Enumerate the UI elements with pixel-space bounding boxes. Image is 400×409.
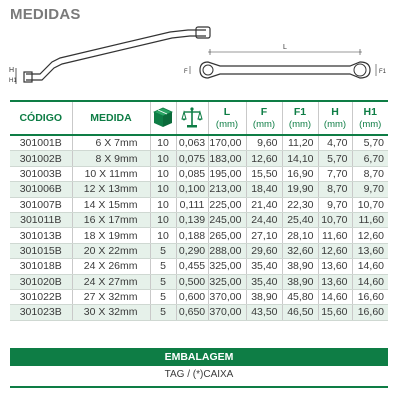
cell-peso: 0,063 [176, 135, 208, 151]
cell-codigo: 301022B [10, 289, 72, 304]
cell-h1: 11,60 [352, 212, 388, 227]
cell-peso: 0,500 [176, 274, 208, 289]
cell-qty: 5 [150, 274, 176, 289]
cell-codigo: 301002B [10, 151, 72, 166]
cell-peso: 0,650 [176, 305, 208, 320]
cell-l: 225,00 [208, 197, 246, 212]
cell-codigo: 301001B [10, 135, 72, 151]
cell-f: 38,90 [246, 289, 282, 304]
cell-h: 12,60 [318, 243, 352, 258]
cell-peso: 0,290 [176, 243, 208, 258]
cell-h: 10,70 [318, 212, 352, 227]
cell-h: 8,70 [318, 182, 352, 197]
cell-qty: 10 [150, 228, 176, 243]
table-row [10, 166, 388, 181]
cell-h: 5,70 [318, 151, 352, 166]
cell-f1: 45,80 [282, 289, 318, 304]
cell-h1: 14,60 [352, 259, 388, 274]
cell-f: 15,50 [246, 166, 282, 181]
table-row [10, 212, 388, 227]
wrench-diagrams [0, 22, 400, 98]
cell-f: 12,60 [246, 151, 282, 166]
cell-medida: 24 X 26mm [72, 259, 150, 274]
cell-f1: 11,20 [282, 135, 318, 151]
cell-peso: 0,085 [176, 166, 208, 181]
page-title: MEDIDAS [10, 6, 81, 23]
cell-qty: 10 [150, 135, 176, 151]
cell-f: 27,10 [246, 228, 282, 243]
cell-peso: 0,100 [176, 182, 208, 197]
cell-h1: 16,60 [352, 289, 388, 304]
cell-h1: 10,70 [352, 197, 388, 212]
table-bottom-rule [10, 386, 388, 388]
col-header-f1: F1 (mm) [282, 101, 318, 135]
cell-medida: 27 X 32mm [72, 289, 150, 304]
cell-f1: 25,40 [282, 212, 318, 227]
cell-qty: 10 [150, 151, 176, 166]
cell-h: 15,60 [318, 305, 352, 320]
cell-h: 7,70 [318, 166, 352, 181]
table-row [10, 305, 388, 320]
cell-qty: 5 [150, 305, 176, 320]
cell-codigo: 301015B [10, 243, 72, 258]
cell-l: 288,00 [208, 243, 246, 258]
cell-l: 195,00 [208, 166, 246, 181]
cell-f1: 38,90 [282, 259, 318, 274]
cell-peso: 0,455 [176, 259, 208, 274]
cell-h: 9,70 [318, 197, 352, 212]
table-row [10, 274, 388, 289]
cell-peso: 0,111 [176, 197, 208, 212]
cell-peso: 0,600 [176, 289, 208, 304]
cell-h1: 6,70 [352, 151, 388, 166]
cell-h1: 9,70 [352, 182, 388, 197]
cell-peso: 0,075 [176, 151, 208, 166]
box-icon [152, 105, 174, 129]
wrench-top-view [190, 49, 376, 78]
cell-medida: 10 X 11mm [72, 166, 150, 181]
h1-side-label: H1 [9, 78, 17, 84]
cell-f: 43,50 [246, 305, 282, 320]
table-row [10, 259, 388, 274]
col-header-qty [150, 101, 176, 135]
scale-icon [181, 105, 203, 129]
cell-medida: 30 X 32mm [72, 305, 150, 320]
h-side-label: H [9, 67, 15, 74]
cell-l: 170,00 [208, 135, 246, 151]
measurements-table [10, 100, 388, 321]
cell-f1: 28,10 [282, 228, 318, 243]
cell-l: 183,00 [208, 151, 246, 166]
cell-h: 4,70 [318, 135, 352, 151]
cell-f1: 19,90 [282, 182, 318, 197]
cell-medida: 18 X 19mm [72, 228, 150, 243]
cell-codigo: 301003B [10, 166, 72, 181]
table-row [10, 289, 388, 304]
cell-medida: 14 X 15mm [72, 197, 150, 212]
col-header-h: H (mm) [318, 101, 352, 135]
cell-h: 11,60 [318, 228, 352, 243]
cell-peso: 0,139 [176, 212, 208, 227]
cell-f: 29,60 [246, 243, 282, 258]
length-label: L [283, 44, 287, 51]
cell-f1: 38,90 [282, 274, 318, 289]
cell-f: 24,40 [246, 212, 282, 227]
cell-qty: 10 [150, 212, 176, 227]
table-row [10, 135, 388, 151]
cell-medida: 20 X 22mm [72, 243, 150, 258]
col-header-peso [176, 101, 208, 135]
col-header-codigo: CÓDIGO [10, 101, 72, 135]
cell-l: 370,00 [208, 289, 246, 304]
cell-h1: 16,60 [352, 305, 388, 320]
wrench-side-view [16, 27, 210, 84]
cell-medida: 6 X 7mm [72, 135, 150, 151]
cell-f1: 14,10 [282, 151, 318, 166]
cell-h1: 12,60 [352, 228, 388, 243]
col-header-medida: MEDIDA [72, 101, 150, 135]
cell-qty: 5 [150, 243, 176, 258]
cell-f: 21,40 [246, 197, 282, 212]
cell-l: 325,00 [208, 259, 246, 274]
cell-f: 35,40 [246, 259, 282, 274]
cell-qty: 5 [150, 289, 176, 304]
table-row [10, 243, 388, 258]
table-row [10, 182, 388, 197]
cell-codigo: 301020B [10, 274, 72, 289]
cell-codigo: 301018B [10, 259, 72, 274]
embalagem-header: EMBALAGEM [10, 348, 388, 366]
cell-f1: 16,90 [282, 166, 318, 181]
cell-f: 9,60 [246, 135, 282, 151]
cell-codigo: 301007B [10, 197, 72, 212]
cell-l: 245,00 [208, 212, 246, 227]
cell-l: 325,00 [208, 274, 246, 289]
cell-medida: 8 X 9mm [72, 151, 150, 166]
col-header-l: L (mm) [208, 101, 246, 135]
cell-h1: 14,60 [352, 274, 388, 289]
cell-f: 18,40 [246, 182, 282, 197]
cell-codigo: 301011B [10, 212, 72, 227]
cell-qty: 5 [150, 259, 176, 274]
cell-l: 213,00 [208, 182, 246, 197]
table-row [10, 228, 388, 243]
cell-medida: 24 X 27mm [72, 274, 150, 289]
cell-peso: 0,188 [176, 228, 208, 243]
f-label: F [184, 69, 188, 75]
cell-h: 13,60 [318, 259, 352, 274]
cell-medida: 16 X 17mm [72, 212, 150, 227]
cell-codigo: 301023B [10, 305, 72, 320]
cell-codigo: 301006B [10, 182, 72, 197]
cell-h: 13,60 [318, 274, 352, 289]
cell-qty: 10 [150, 182, 176, 197]
embalagem-value: TAG / (*)CAIXA [164, 369, 234, 380]
cell-h: 14,60 [318, 289, 352, 304]
col-header-f: F (mm) [246, 101, 282, 135]
cell-h1: 8,70 [352, 166, 388, 181]
cell-qty: 10 [150, 197, 176, 212]
cell-h1: 13,60 [352, 243, 388, 258]
f1-label: F1 [379, 69, 387, 75]
table-row [10, 151, 388, 166]
cell-qty: 10 [150, 166, 176, 181]
table-row [10, 197, 388, 212]
cell-f1: 32,60 [282, 243, 318, 258]
cell-f1: 22,30 [282, 197, 318, 212]
cell-f1: 46,50 [282, 305, 318, 320]
col-header-h1: H1 (mm) [352, 101, 388, 135]
cell-medida: 12 X 13mm [72, 182, 150, 197]
table-header-row [10, 101, 388, 135]
cell-l: 370,00 [208, 305, 246, 320]
cell-l: 265,00 [208, 228, 246, 243]
cell-f: 35,40 [246, 274, 282, 289]
cell-h1: 5,70 [352, 135, 388, 151]
cell-codigo: 301013B [10, 228, 72, 243]
